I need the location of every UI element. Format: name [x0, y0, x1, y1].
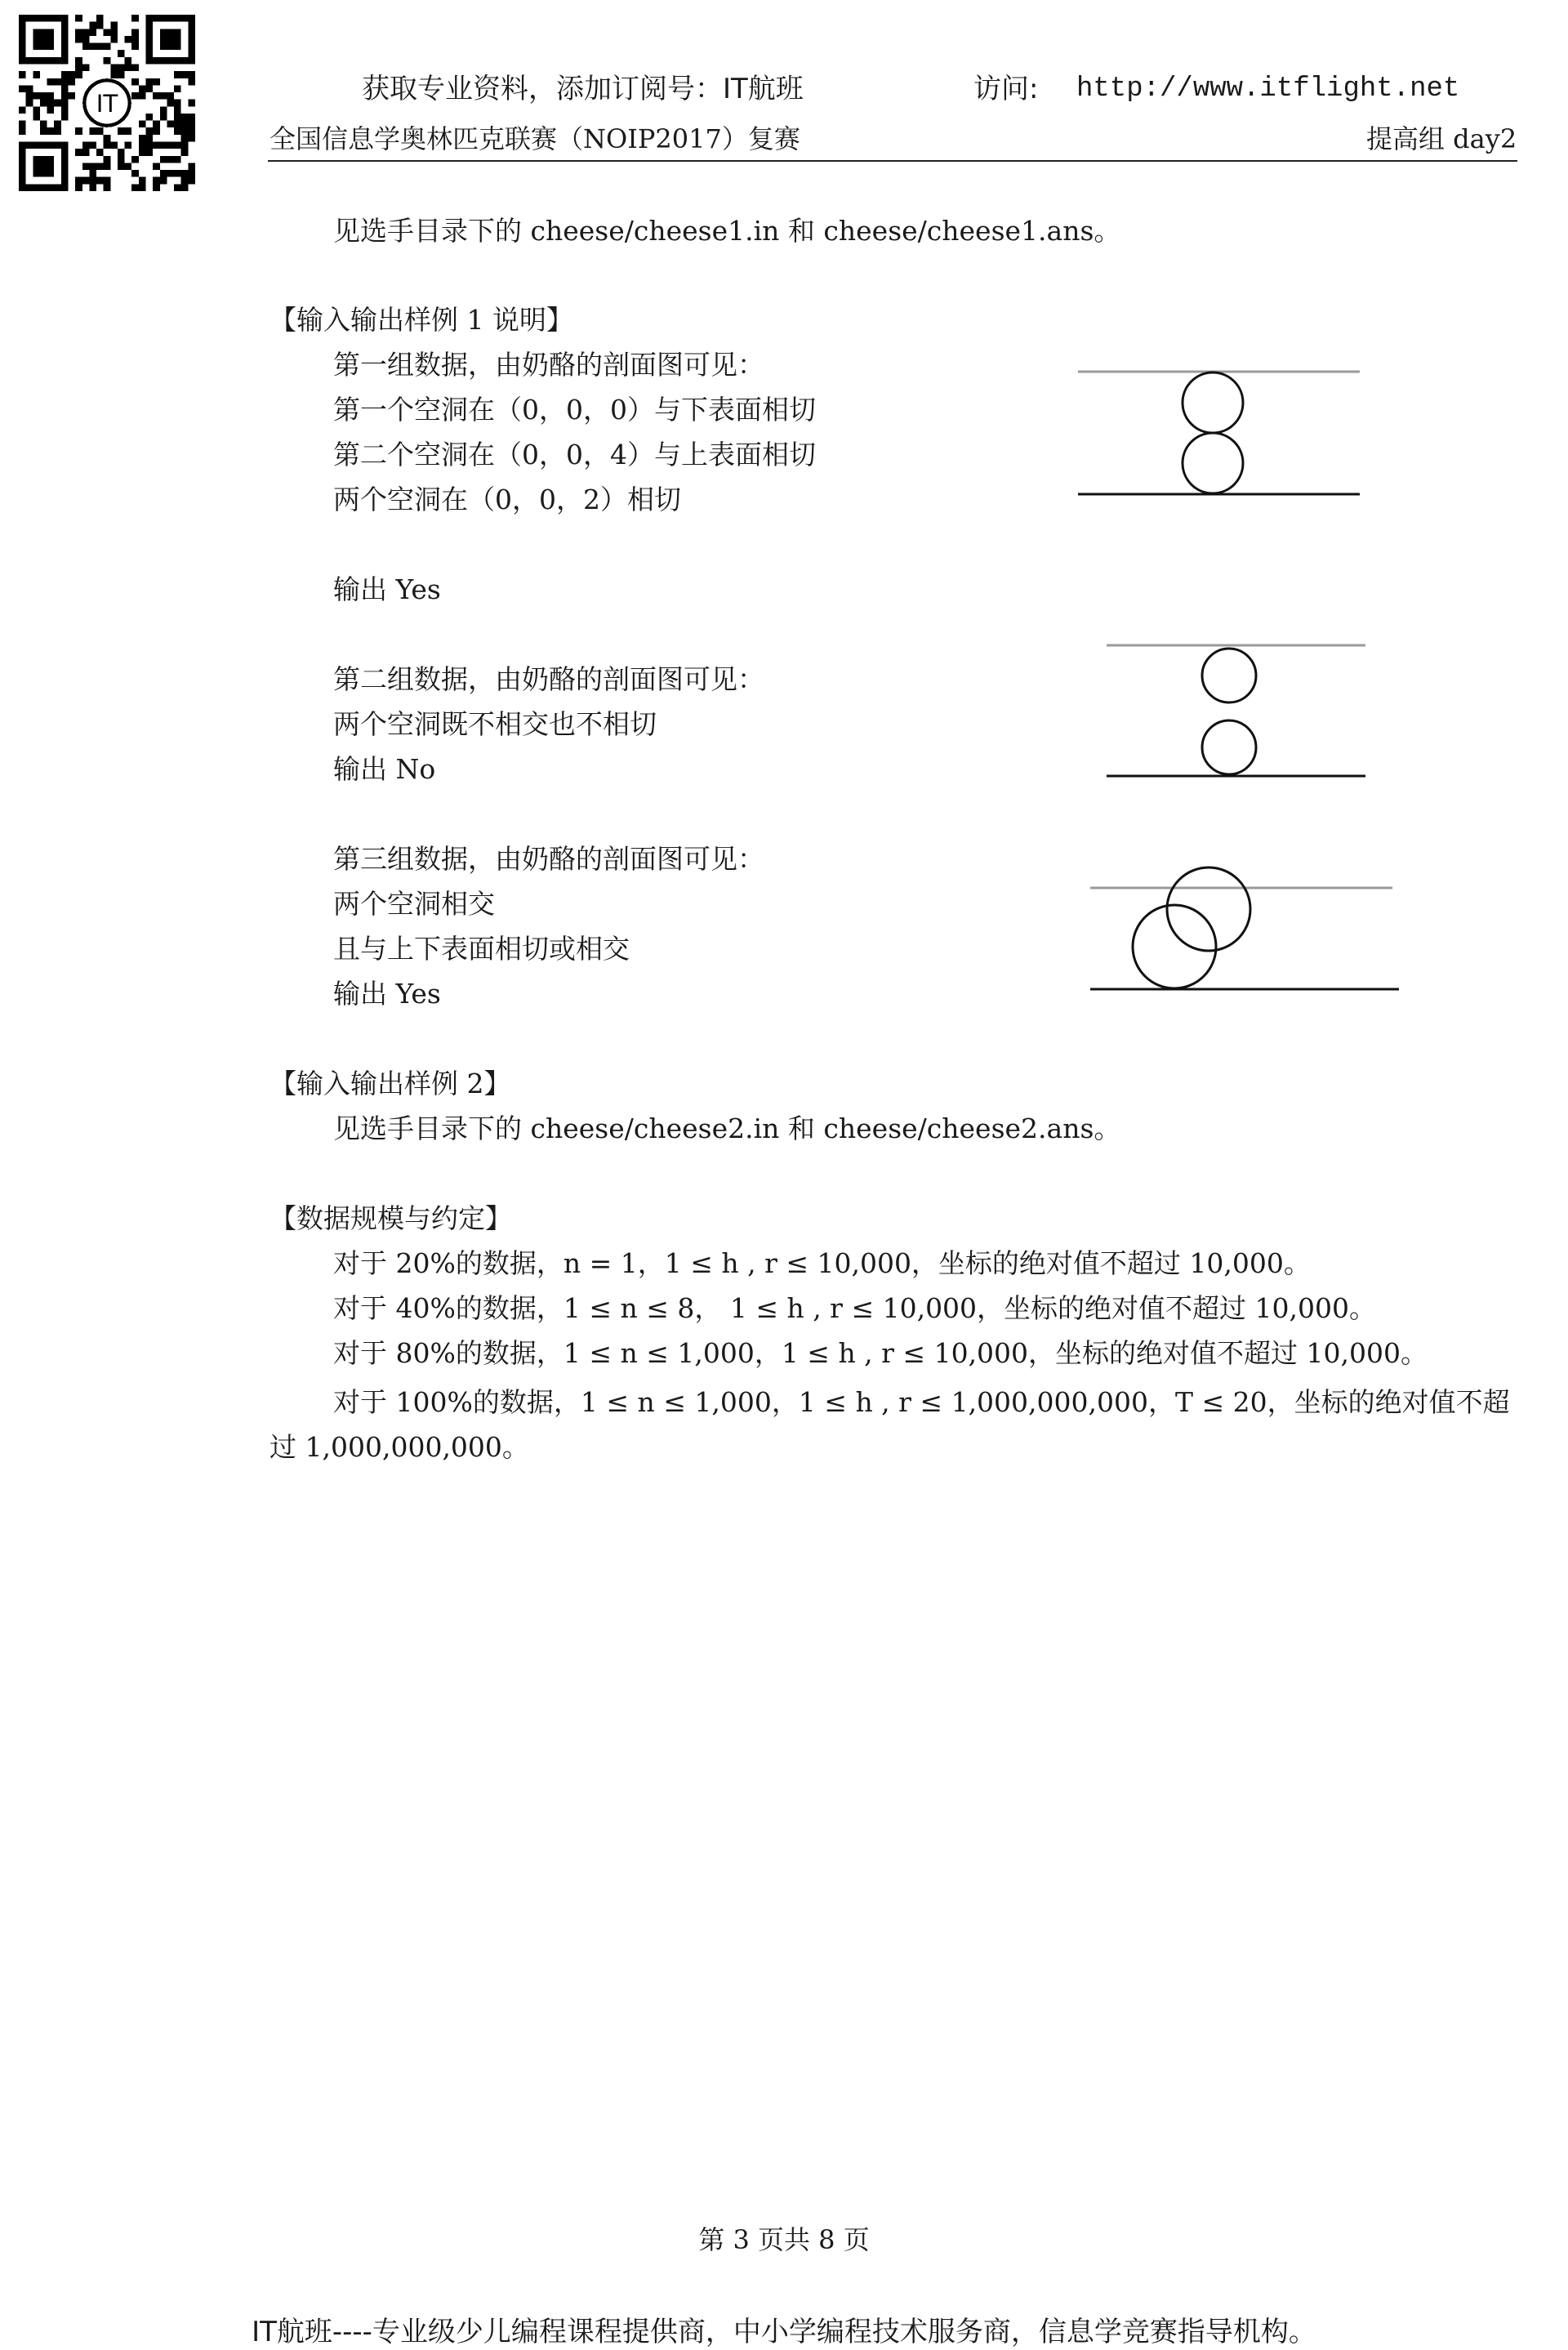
exam-title: 全国信息学奥林匹克联赛（NOIP2017）复赛 — [270, 123, 800, 154]
group3-line-1: 第三组数据，由奶酪的剖面图可见： — [333, 843, 764, 875]
qr-logo: IT — [96, 90, 118, 118]
group1-line-4: 两个空洞在（0，0，2）相切 — [333, 484, 681, 515]
section-constraints: 【数据规模与约定】 — [270, 1202, 512, 1234]
header-promo: 获取专业资料，添加订阅号：IT航班 — [362, 73, 804, 105]
group2-line-2: 两个空洞既不相交也不相切 — [333, 708, 657, 740]
exam-level: 提高组 day2 — [1366, 123, 1517, 154]
group3-line-3: 且与上下表面相切或相交 — [333, 933, 630, 965]
group1-line-3: 第二个空洞在（0，0，4）与上表面相切 — [333, 439, 816, 470]
footer-promo: IT航班----专业级少儿编程课程提供商，中小学编程技术服务商，信息学竞赛指导机构。 — [252, 2316, 1316, 2348]
sample2-files-line: 见选手目录下的 cheese/cheese2.in 和 cheese/cheese2.ans。 — [333, 1113, 1121, 1144]
group3-line-2: 两个空洞相交 — [333, 888, 495, 920]
hole-circle — [1202, 649, 1256, 702]
sample1-files-line: 见选手目录下的 cheese/cheese1.in 和 cheese/cheese1.ans。 — [333, 215, 1121, 247]
cross-section-diagram-2 — [1098, 633, 1376, 784]
hole-circle — [1202, 720, 1256, 774]
cross-section-diagram-1 — [1070, 359, 1372, 506]
hole-circle — [1167, 867, 1250, 951]
page-number: 第 3 页共 8 页 — [698, 2224, 870, 2255]
group3-output: 输出 Yes — [333, 978, 441, 1010]
qr-code-image — [15, 15, 199, 191]
group2-output: 输出 No — [333, 753, 436, 785]
group1-line-2: 第一个空洞在（0，0，0）与下表面相切 — [333, 394, 816, 426]
hole-circle — [1133, 905, 1216, 988]
header-divider — [268, 160, 1517, 162]
constraint-line-3: 对于 80%的数据，1 ≤ n ≤ 1,000，1 ≤ h , r ≤ 10,000，坐标的绝对值不超过 10,000。 — [333, 1337, 1428, 1369]
constraint-line-1: 对于 20%的数据，n = 1，1 ≤ h , r ≤ 10,000，坐标的绝对值不超过 10,000。 — [333, 1247, 1311, 1279]
group1-line-1: 第一组数据，由奶酪的剖面图可见： — [333, 349, 764, 381]
header-url-link[interactable]: http://www.itflight.net — [1076, 74, 1460, 105]
section-sample1-explanation: 【输入输出样例 1 说明】 — [270, 304, 573, 336]
constraint-line-4: 对于 100%的数据，1 ≤ n ≤ 1,000，1 ≤ h , r ≤ 1,000,000,000，T ≤ 20，坐标的绝对值不超过 1,000,000,000。 — [270, 1386, 1510, 1463]
hole-circle — [1183, 433, 1243, 493]
header-visit-label: 访问: — [973, 73, 1039, 105]
hole-circle — [1183, 372, 1243, 433]
section-sample2: 【输入输出样例 2】 — [270, 1068, 511, 1099]
cross-section-diagram-3 — [1082, 856, 1409, 999]
constraint-line-2: 对于 40%的数据，1 ≤ n ≤ 8， 1 ≤ h , r ≤ 10,000，坐标的绝对值不超过 10,000。 — [333, 1292, 1377, 1324]
group1-output: 输出 Yes — [333, 573, 441, 605]
group2-line-1: 第二组数据，由奶酪的剖面图可见： — [333, 663, 764, 695]
